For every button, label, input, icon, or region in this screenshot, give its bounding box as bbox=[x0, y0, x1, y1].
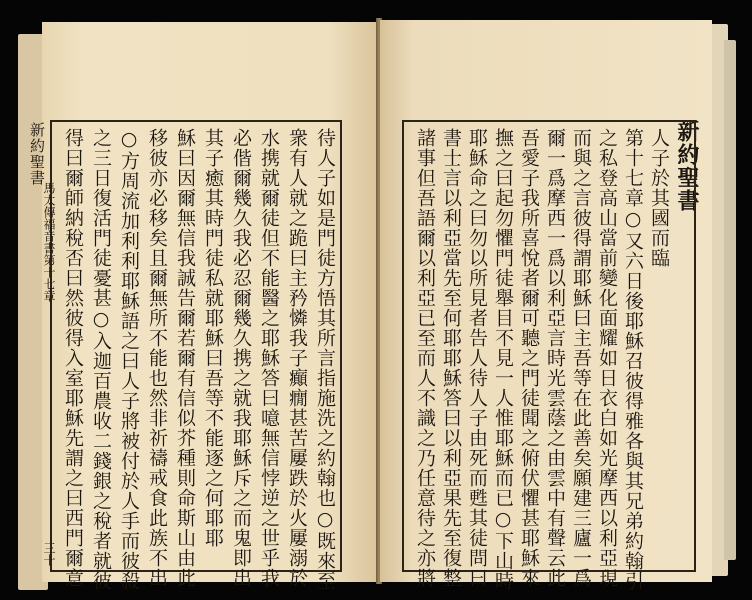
right-column-5: 爾一爲摩西一爲以利亞言時光雲蔭之由雲中有聲云此 bbox=[544, 128, 566, 588]
left-column-4: 必偕爾幾久我必忍爾幾久携之就我耶穌斥之而鬼即出 bbox=[230, 128, 252, 588]
right-column-2: 第十七章○又六日後耶穌召彼得雅各與其兄弟約翰引 bbox=[622, 128, 644, 591]
right-column-10: 諸事但吾語爾以利亞已至而人不識之乃任意待之亦將 bbox=[414, 128, 436, 588]
left-column-3: 水携就爾徒但不能醫之耶穌答曰噫無信悖逆之世乎我 bbox=[258, 128, 280, 588]
left-column-8: ○方周流加利利耶穌語之曰人子將被付於人手而彼殺 bbox=[118, 128, 140, 591]
right-column-3: 之私登高山當前變化面耀如日衣白如光摩西以利亞現 bbox=[596, 128, 618, 588]
left-column-1: 待人子如是門徒方悟其所言指施洗之約翰也○既來至 bbox=[314, 128, 336, 591]
left-margin-title: 新約聖書 bbox=[28, 122, 46, 186]
left-column-2: 衆有人就之跪曰主矜憐我子癲癇甚苦屢跌於火屢溺於 bbox=[286, 128, 308, 588]
left-page bbox=[28, 22, 378, 591]
right-column-4: 而與之言彼得謂耶穌曰主吾等在此善矣願建三廬一爲 bbox=[570, 128, 592, 588]
right-page-header: 新約聖書 bbox=[674, 120, 700, 212]
folio-number: 三十 bbox=[42, 542, 56, 566]
right-column-7: 撫之曰起勿懼門徒舉目不見一人惟耶穌而已○下山時 bbox=[492, 128, 514, 591]
left-column-6: 穌曰因爾無信我誠告爾若爾有信似芥種則命斯山由此 bbox=[174, 128, 196, 588]
left-column-7: 移彼亦必移矣且爾無所不能也然非祈禱戒食此族不出 bbox=[146, 128, 168, 588]
left-margin-subtitle: 馬太傳福音書第十七章 bbox=[42, 182, 56, 302]
left-column-10: 得曰爾師納稅否曰然彼得入室耶穌先謂之曰西門爾意 bbox=[62, 128, 84, 588]
left-column-5: 其子癒其時門徒私就耶穌曰吾等不能逐之何耶耶 bbox=[202, 128, 224, 548]
left-text-columns bbox=[52, 122, 338, 591]
left-column-9: 之三日復活門徒憂甚○入迦百農收二錢銀之稅者就彼 bbox=[90, 128, 112, 591]
right-text-columns bbox=[402, 122, 672, 591]
right-page-edges-outer bbox=[724, 40, 736, 560]
right-column-8: 耶穌命之曰勿以所見者告人待人子由死而甦其徒問曰 bbox=[466, 128, 488, 588]
right-column-1: 人子於其國而臨 bbox=[648, 128, 670, 268]
right-column-6: 吾愛子我所喜悅者爾可聽之門徒聞之俯伏懼甚耶穌來 bbox=[518, 128, 540, 588]
right-column-9: 書士言以利亞當先至何耶耶穌答曰以利亞果先至復整 bbox=[440, 128, 462, 588]
right-page bbox=[380, 20, 712, 591]
